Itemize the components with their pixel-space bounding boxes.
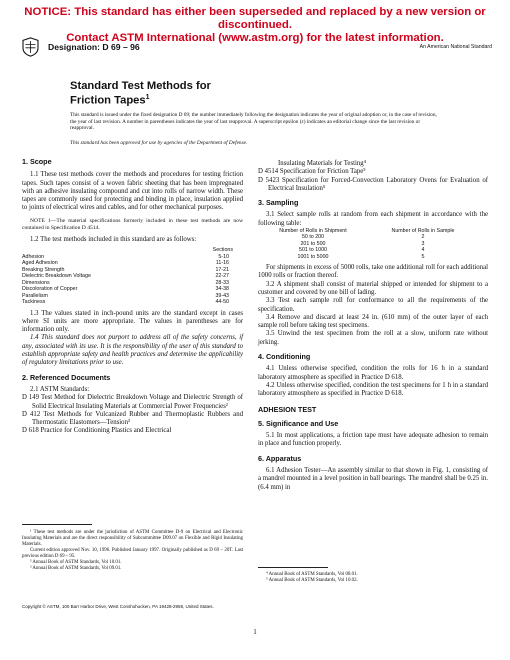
para-1-2: 1.2 The test methods included in this standard are as follows: <box>30 235 197 243</box>
issued-note: This standard is issued under the fixed designation D 69; the number immediately following the designation indicates the year of original adoption or, in the case of revision, the year of last revision. A number in parentheses indicates the year of last reapproval. A superscript epsilon (ε) indicates an editorial change since the last revision or reapproval. <box>70 112 437 132</box>
ref-d4514: D 4514 Specification for Friction Tape⁵ <box>258 168 366 176</box>
toc-row: Adhesion 5-10 <box>22 253 229 260</box>
right-column <box>258 160 488 492</box>
ref-d5423: D 5423 Specification for Forced-Convection Laboratory Ovens for Evaluation of Electrical Insulation⁵ <box>258 176 488 192</box>
left-footnotes <box>22 530 243 572</box>
significance-heading: 5. Significance and Use <box>258 418 339 428</box>
ansi-label: An American National Standard <box>419 44 492 50</box>
sections-head: Sections <box>212 247 233 254</box>
ref-d412: D 412 Test Methods for Vulcanized Rubber and Thermoplastic Rubbers and Thermostatic Elastomers—Tension³ <box>22 410 243 427</box>
notice-line-1: NOTICE: This standard has either been superseded and replaced by a new version or discontinued. <box>24 6 486 31</box>
note-1: NOTE 1—The material specifications formerly included in these test methods are now contained in Specification D 4514. <box>22 217 243 231</box>
para-4-2: 4.2 Unless otherwise specified, condition the test specimens for 1 h in a standard laboratory atmosphere as specified in Practice D 618. <box>258 381 488 398</box>
table-header: Number of Rolls in Shipment Number of Rolls in Sample <box>279 228 455 235</box>
copyright: Copyright © ASTM, 100 Barr Harbor Drive, West Conshohocken, PA 19428-2959, United States. <box>22 604 214 609</box>
right-footnotes <box>258 572 488 584</box>
footnote-edition: Current edition approved Nov. 10, 1996. Published January 1997. Originally published as D 69 – 20T. Last previous edition D 69 – 95. <box>22 548 243 559</box>
adhesion-test-heading: ADHESION TEST <box>258 404 317 414</box>
table-row: 1001 to 5000 5 <box>297 253 425 260</box>
astm-logo-icon <box>22 37 39 57</box>
toc-row: Breaking Strength 17-21 <box>22 266 229 273</box>
para-4-1: 4.1 Unless otherwise specified, condition the rolls for 16 h in a standard laboratory atmosphere as specified in Practice D 618. <box>258 365 488 381</box>
toc-row: Dimensions 28-33 <box>22 279 229 286</box>
references-heading: 2. Referenced Documents <box>22 372 111 382</box>
para-1-1: 1.1 These test methods cover the methods and procedures for testing friction tapes. Such tapes consist of a woven fabric sheeting that has been impregnated with an adhesive insulating compound and cut into rolls of narrow width. These tapes are commonly used for protecting and binding in place, insulation applied to joints of electrical wires and cables, and for other mechanical purposes. <box>22 171 243 212</box>
footnote-rule <box>22 524 92 525</box>
title-footnote-mark: 1 <box>145 94 150 101</box>
footnote-1: ¹ These test methods are under the jurisdiction of ASTM Committee D-9 on Electrical and Electronic Insulating Materials and are the direct responsibility of Subcommittee D09.07 on Flexible and Rigid Insulating Materials. <box>22 530 243 547</box>
para-3-1: 3.1 Select sample rolls at random from each shipment in accordance with the following table: <box>258 211 488 227</box>
table-row: 501 to 1000 4 <box>299 247 425 254</box>
para-6-1: 6.1 Adhesion Tester—An assembly similar to that shown in Fig. 1, consisting of a mandrel mounted in a level position in ball bearings. The mandrel shall be 0.25 in. (6.4 mm) in <box>258 467 488 491</box>
footnote-3: ³ Annual Book of ASTM Standards, Vol 09.01. <box>30 566 122 571</box>
document-header <box>22 40 492 56</box>
footnote-rule <box>258 567 328 568</box>
designation: Designation: D 69 – 96 <box>48 42 140 52</box>
toc-row: Tackiness 44-50 <box>22 299 229 306</box>
para-3-2: 3.2 A shipment shall consist of material shipped or intended for shipment to a customer and covered by one bill of lading. <box>258 280 488 296</box>
notice-line-2: Contact ASTM International (www.astm.org) for the latest information. <box>66 32 444 44</box>
title-line-1: Standard Test Methods for <box>70 80 211 92</box>
title-line-2: Friction Tapes <box>70 94 146 107</box>
para-1-4: 1.4 This standard does not purport to address all of the safety concerns, if any, associated with its use. It is the responsibility of the user of this standard to establish appropriate safety and health practices and determine the applicability of regulatory limitations prior to use. <box>22 334 243 367</box>
para-5-1: 5.1 In most applications, a friction tape must have adequate adhesion to remain in place and function properly. <box>258 432 488 448</box>
toc-row: Aged Adhesion 11-16 <box>22 260 229 267</box>
document-title <box>70 80 211 107</box>
sampling-table <box>258 228 488 260</box>
ref-d618-cont: Insulating Materials for Testing⁴ <box>278 160 367 167</box>
toc-row: Parallelism 39-43 <box>22 292 229 299</box>
ref-d618: D 618 Practice for Conditioning Plastics and Electrical <box>22 427 172 435</box>
para-3-4: 3.4 Remove and discard at least 24 in. (610 mm) of the outer layer of each sample roll before taking test specimens. <box>258 313 488 330</box>
footnote-5: ⁵ Annual Book of ASTM Standards, Vol 10.02. <box>266 578 358 583</box>
para-3-5: 3.5 Unwind the test specimen from the roll at a slow, uniform rate without jerking. <box>258 330 488 346</box>
ref-d149: D 149 Test Method for Dielectric Breakdown Voltage and Dielectric Strength of Solid Electrical Insulating Materials at Commercial Power Frequencies² <box>22 394 243 410</box>
approved-note: This standard has been approved for use by agencies of the Department of Defense. <box>70 140 248 146</box>
footnote-2: ² Annual Book of ASTM Standards, Vol 10.01. <box>30 560 122 565</box>
toc-row: Discoloration of Copper 34-38 <box>22 286 229 293</box>
conditioning-heading: 4. Conditioning <box>258 352 311 362</box>
scope-heading: 1. Scope <box>22 157 52 166</box>
toc-row: Dielectric Breakdown Voltage 22-27 <box>22 273 229 280</box>
para-3-3: 3.3 Test each sample roll for conformance to all the requirements of the specification. <box>258 297 488 313</box>
sections-list <box>22 247 243 306</box>
table-row: 50 to 200 2 <box>301 234 425 241</box>
sampling-heading: 3. Sampling <box>258 198 299 208</box>
page-number: 1 <box>253 628 257 636</box>
para-3-1b: For shipments in excess of 5000 rolls, take one additional roll for each additional 1000 rolls or fraction thereof. <box>258 264 488 280</box>
table-row: 201 to 500 3 <box>300 240 425 247</box>
para-1-3: 1.3 The values stated in inch-pound units are the standard except in cases where SI units are more appropriate. The values in parentheses are for information only. <box>22 309 243 334</box>
para-2-1: 2.1 ASTM Standards: <box>30 385 90 393</box>
left-column <box>22 158 243 436</box>
apparatus-heading: 6. Apparatus <box>258 453 302 463</box>
footnote-4: ⁴ Annual Book of ASTM Standards, Vol 08.01. <box>266 572 358 577</box>
